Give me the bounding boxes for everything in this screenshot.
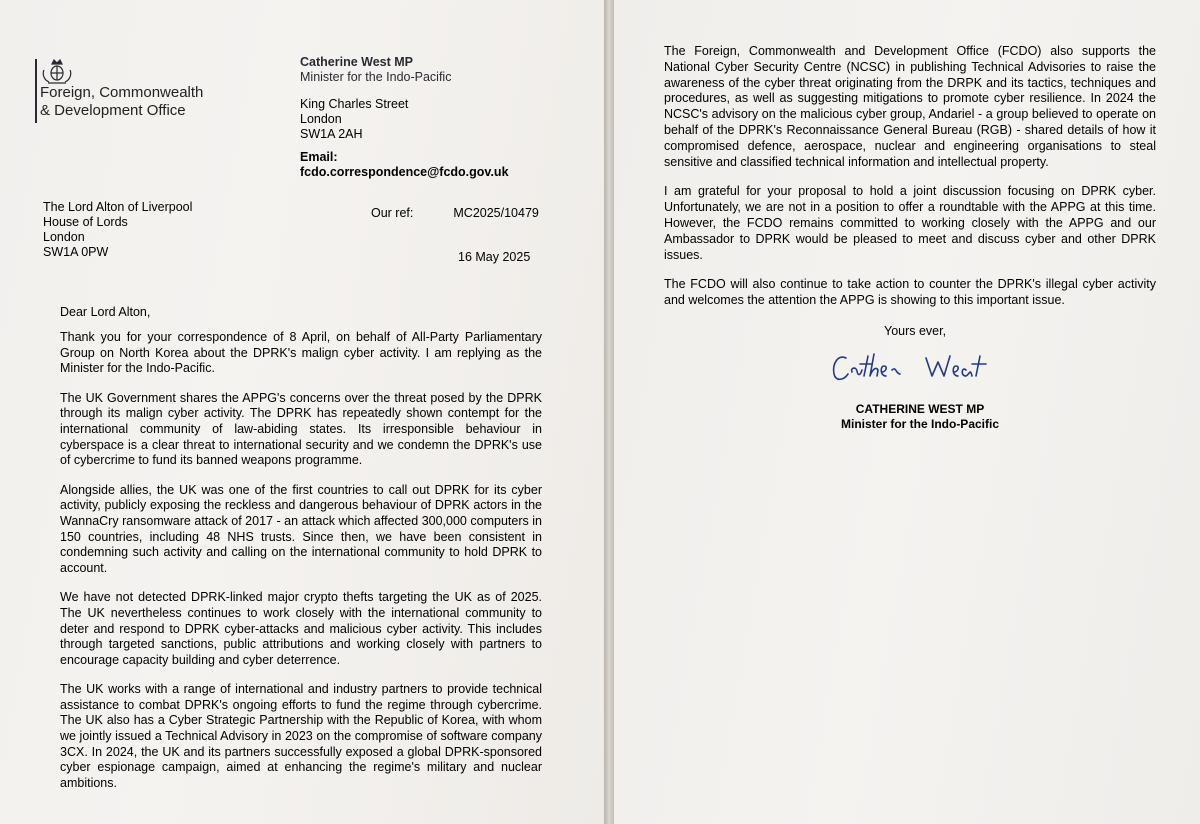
sender-heading xyxy=(300,55,451,85)
letter-body-page-2 xyxy=(664,44,1156,323)
letterhead-rule xyxy=(35,59,37,123)
department-line-1: Foreign, Commonwealth xyxy=(40,84,204,101)
email-address: fcdo.correspondence@fcdo.gov.uk xyxy=(300,165,509,179)
sender-address xyxy=(300,97,408,142)
body-paragraph: The UK works with a range of international and industry partners to provide technical assistance to combat DPRK's ongoing efforts to fund the regime through cybercrime. The UK also has a Cyber Strategic Partnership with the Republic of Korea, with whom we jointly issued a Technical Advisory in 2023 on the compromise of software company 3CX. In 2024, the UK and its partners successfully exposed a global DPRK-sponsored cyber espionage campaign, aimed at enhancing the regime's military and nuclear ambitions. xyxy=(60,682,542,790)
body-paragraph: Thank you for your correspondence of 8 April, on behalf of All-Party Parliamentary Group on North Korea about the DPRK's malign cyber activity. I am replying as the Minister for the Indo-Pacific. xyxy=(60,330,542,376)
recipient-line: The Lord Alton of Liverpool xyxy=(43,200,193,214)
sender-address-line: London xyxy=(300,112,342,126)
body-paragraph: Alongside allies, the UK was one of the first countries to call out DPRK for its cyber activity, publicly exposing the reckless and dangerous behaviour of DPRK actors in the WannaCry ransomware attack of 2017 - an attack which affected 300,000 computers in 150 countries, including 48 NHS trusts. Since then, we have been consistent in condemning such activity and calling on the international community to hold DPRK to account. xyxy=(60,482,542,575)
body-paragraph: We have not detected DPRK-linked major crypto thefts targeting the UK as of 2025. The UK nevertheless continues to work closely with the international community to deter and respond to DPRK cyber-attacks and malicious cyber activity. This includes through targeted sanctions, public attributions and working closely with partners to encourage capacity building and cyber deterrence. xyxy=(60,590,542,667)
letter-date: 16 May 2025 xyxy=(458,250,531,264)
body-paragraph: I am grateful for your proposal to hold a joint discussion focusing on DPRK cyber. Unfortunately, we are not in a position to offer a roundtable with the APPG at this time. However, the FCDO remains committed to working closely with the APPG and our Ambassador to DPRK would be pleased to meet and discuss cyber and other DPRK issues. xyxy=(664,184,1156,262)
recipient-address xyxy=(43,200,192,260)
salutation: Dear Lord Alton, xyxy=(60,305,151,319)
letter-body-page-1 xyxy=(60,330,542,805)
body-paragraph: The FCDO will also continue to take action to counter the DPRK's illegal cyber activity and welcomes the attention the APPG is showing to this important issue. xyxy=(664,277,1156,308)
sender-name: Catherine West MP xyxy=(300,55,413,69)
reference-value: MC2025/10479 xyxy=(453,206,539,220)
royal-crest-icon xyxy=(40,58,74,86)
closing: Yours ever, xyxy=(884,324,947,338)
department-line-2: & Development Office xyxy=(40,102,186,119)
signer-title: Minister for the Indo-Pacific xyxy=(840,417,999,431)
signer-name: CATHERINE WEST MP xyxy=(855,402,985,416)
department-name xyxy=(40,84,203,120)
page-seam xyxy=(604,0,614,824)
handwritten-signature xyxy=(826,344,1006,390)
reference xyxy=(371,206,539,220)
sender-title: Minister for the Indo-Pacific xyxy=(300,70,452,84)
email-label: Email: xyxy=(300,150,338,164)
recipient-line: SW1A 0PW xyxy=(43,245,109,259)
recipient-line: House of Lords xyxy=(43,215,128,229)
recipient-line: London xyxy=(43,230,85,244)
sender-address-line: SW1A 2AH xyxy=(300,127,363,141)
signer-block xyxy=(836,402,1004,432)
body-paragraph: The UK Government shares the APPG's concerns over the threat posed by the DPRK through its malign cyber activity. The DPRK has repeatedly shown contempt for the international community of law-abiding states. Its irresponsible behaviour in cyberspace is a clear threat to international security and we condemn the DPRK's use of cybercrime to fund its banned weapons programme. xyxy=(60,390,542,468)
reference-label: Our ref: xyxy=(371,206,414,220)
body-paragraph: The Foreign, Commonwealth and Development Office (FCDO) also supports the National Cyber Security Centre (NCSC) in publishing Technical Advisories to raise the awareness of the cyber threat originating from the DRPK and its tactics, techniques and procedures, as well as suggesting mitigations to promote cyber resilience. In 2024 the NCSC's advisory on the malicious cyber group, Andariel - a group believed to operate on behalf of the DPRK's Reconnaissance General Bureau (RGB) - shared details of how it compromised defence, aerospace, nuclear and engineering organisations to steal sensitive and classified technical information and intellectual property. xyxy=(664,44,1156,169)
sender-address-line: King Charles Street xyxy=(300,97,409,111)
sender-email-block xyxy=(300,150,509,180)
